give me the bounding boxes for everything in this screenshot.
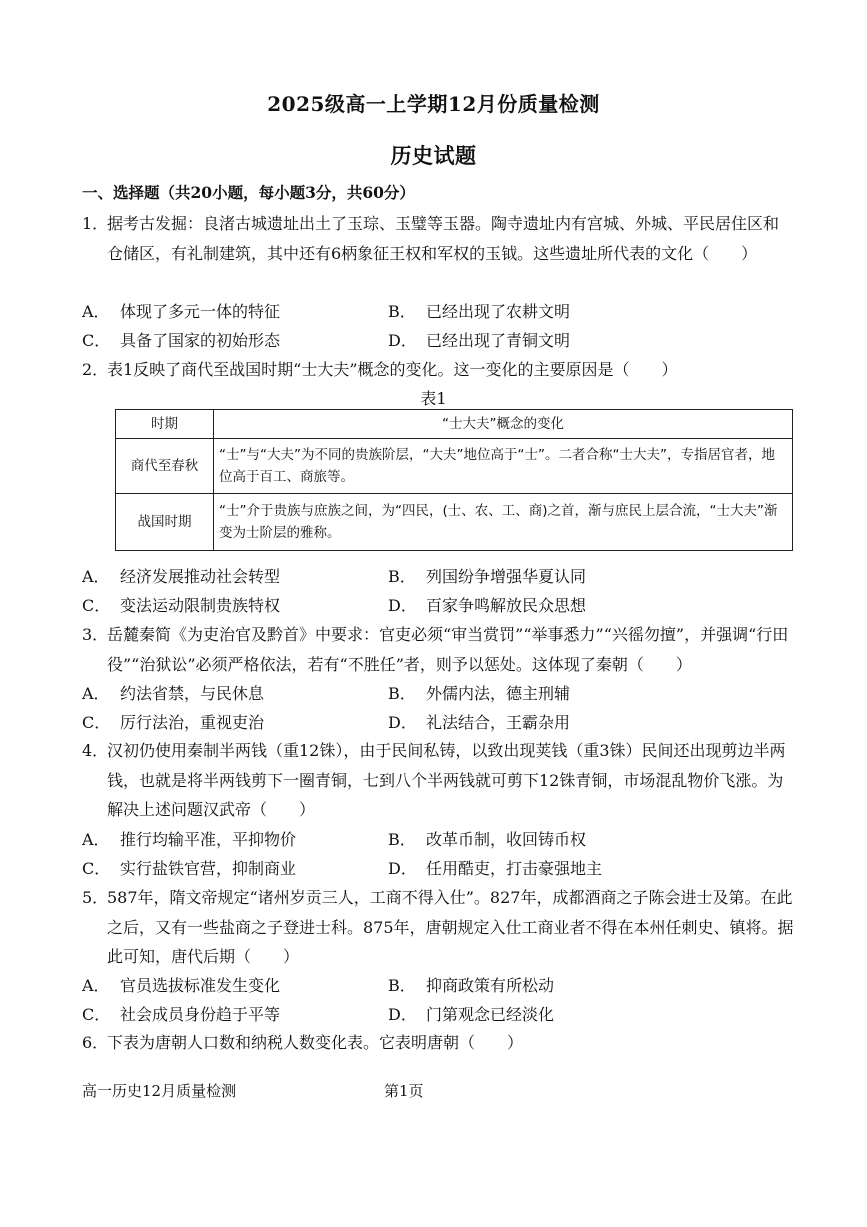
- footer-exam-name: 高一历史12月质量检测: [82, 1082, 237, 1100]
- question-stem: 表1反映了商代至战国时期“士大夫”概念的变化。这一变化的主要原因是（ ）: [107, 360, 678, 379]
- table-caption: 表1: [420, 389, 447, 408]
- question-stem: 据考古发掘：良渚古城遗址出土了玉琮、玉璧等玉器。陶寺遗址内有宫城、外城、平民居住区和仓储区，有礼制建筑，其中还有6柄象征王权和军权的玉钺。这些遗址所代表的文化（ ）: [107, 214, 780, 263]
- table-header-cell: 时期: [116, 410, 214, 439]
- option-c: C． 具备了国家的初始形态: [82, 331, 281, 350]
- option-b: B． 抑商政策有所松动: [388, 976, 555, 995]
- question-5: [82, 883, 794, 972]
- option-d: D． 已经出现了青铜文明: [388, 331, 571, 350]
- table-1: [115, 409, 793, 551]
- question-1-options: [82, 297, 794, 355]
- option-b: B． 列国纷争增强华夏认同: [388, 567, 587, 586]
- table-header-row: [116, 410, 793, 439]
- option-d: D． 礼法结合，王霸杂用: [388, 713, 571, 732]
- table-header-cell: “士大夫”概念的变化: [214, 410, 793, 439]
- question-1: [82, 209, 794, 268]
- option-b: B． 已经出现了农耕文明: [388, 302, 571, 321]
- question-6: [82, 1028, 794, 1058]
- table-row: [116, 494, 793, 551]
- section-heading: 一、选择题（共20小题，每小题3分，共60分）: [82, 183, 415, 202]
- question-number: 4．: [82, 741, 109, 760]
- question-5-options: [82, 971, 794, 1029]
- option-d: D． 门第观念已经淡化: [388, 1005, 555, 1024]
- option-c: C． 社会成员身份趋于平等: [82, 1005, 281, 1024]
- table-row: [116, 439, 793, 494]
- option-a: A． 约法省禁，与民休息: [82, 684, 265, 703]
- option-a: A． 官员选拔标准发生变化: [82, 976, 281, 995]
- option-a: A． 推行均输平准，平抑物价: [82, 830, 297, 849]
- option-c: C． 变法运动限制贵族特权: [82, 596, 281, 615]
- table-cell-text: “士”与“大夫”为不同的贵族阶层，“大夫”地位高于“士”。二者合称“士大夫”，专指居官者，地位高于百工、商旅等。: [214, 439, 793, 494]
- question-stem: 587年，隋文帝规定“诸州岁贡三人，工商不得入仕”。827年，成都酒商之子陈会进士及第。在此之后，又有一些盐商之子登进士科。875年，唐朝规定入仕工商业者不得在本州任刺史、镇将。据此可知，唐代后期（ ）: [107, 888, 794, 966]
- question-2: [82, 355, 794, 385]
- option-d: D． 百家争鸣解放民众思想: [388, 596, 587, 615]
- question-stem: 汉初仍使用秦制半两钱（重12铢），由于民间私铸，以致出现荚钱（重3铢）民间还出现剪边半两钱，也就是将半两钱剪下一圈青铜，七到八个半两钱就可剪下12铢青铜，市场混乱物价飞涨。为解决上述问题汉武帝（ ）: [107, 741, 786, 819]
- option-b: B． 改革币制，收回铸币权: [388, 830, 587, 849]
- question-number: 6．: [82, 1033, 109, 1052]
- table-cell-period: 战国时期: [116, 494, 214, 551]
- table-cell-text: “士”介于贵族与庶族之间，为“四民，(士、农、工、商)之首，渐与庶民上层合流，“士大夫”渐变为士阶层的雅称。: [214, 494, 793, 551]
- question-4-options: [82, 825, 794, 883]
- option-d: D． 任用酷吏，打击豪强地主: [388, 859, 603, 878]
- option-a: A． 经济发展推动社会转型: [82, 567, 281, 586]
- question-number: 1．: [82, 214, 109, 233]
- question-stem: 岳麓秦简《为吏治官及黔首》中要求：官吏必须“审当赏罚”“举事悉力”“兴徭勿擅”，并强调“行田役”“治狱讼”必须严格依法，若有“不胜任”者，则予以惩处。这体现了秦朝（ ）: [107, 625, 789, 674]
- question-2-options: [82, 562, 794, 620]
- question-number: 5．: [82, 888, 109, 907]
- option-b: B． 外儒内法，德主刑辅: [388, 684, 571, 703]
- exam-title: 2025级高一上学期12月份质量检测: [267, 92, 600, 116]
- question-stem: 下表为唐朝人口数和纳税人数变化表。它表明唐朝（ ）: [107, 1033, 524, 1052]
- question-3-options: [82, 679, 794, 737]
- option-a: A． 体现了多元一体的特征: [82, 302, 281, 321]
- subject-title: 历史试题: [390, 143, 477, 168]
- option-c: C． 厉行法治，重视吏治: [82, 713, 265, 732]
- footer-page-number: 第1页: [384, 1082, 424, 1100]
- question-number: 2．: [82, 360, 109, 379]
- question-3: [82, 620, 794, 679]
- question-number: 3．: [82, 625, 109, 644]
- option-c: C． 实行盐铁官营，抑制商业: [82, 859, 297, 878]
- question-4: [82, 736, 794, 825]
- table-cell-period: 商代至春秋: [116, 439, 214, 494]
